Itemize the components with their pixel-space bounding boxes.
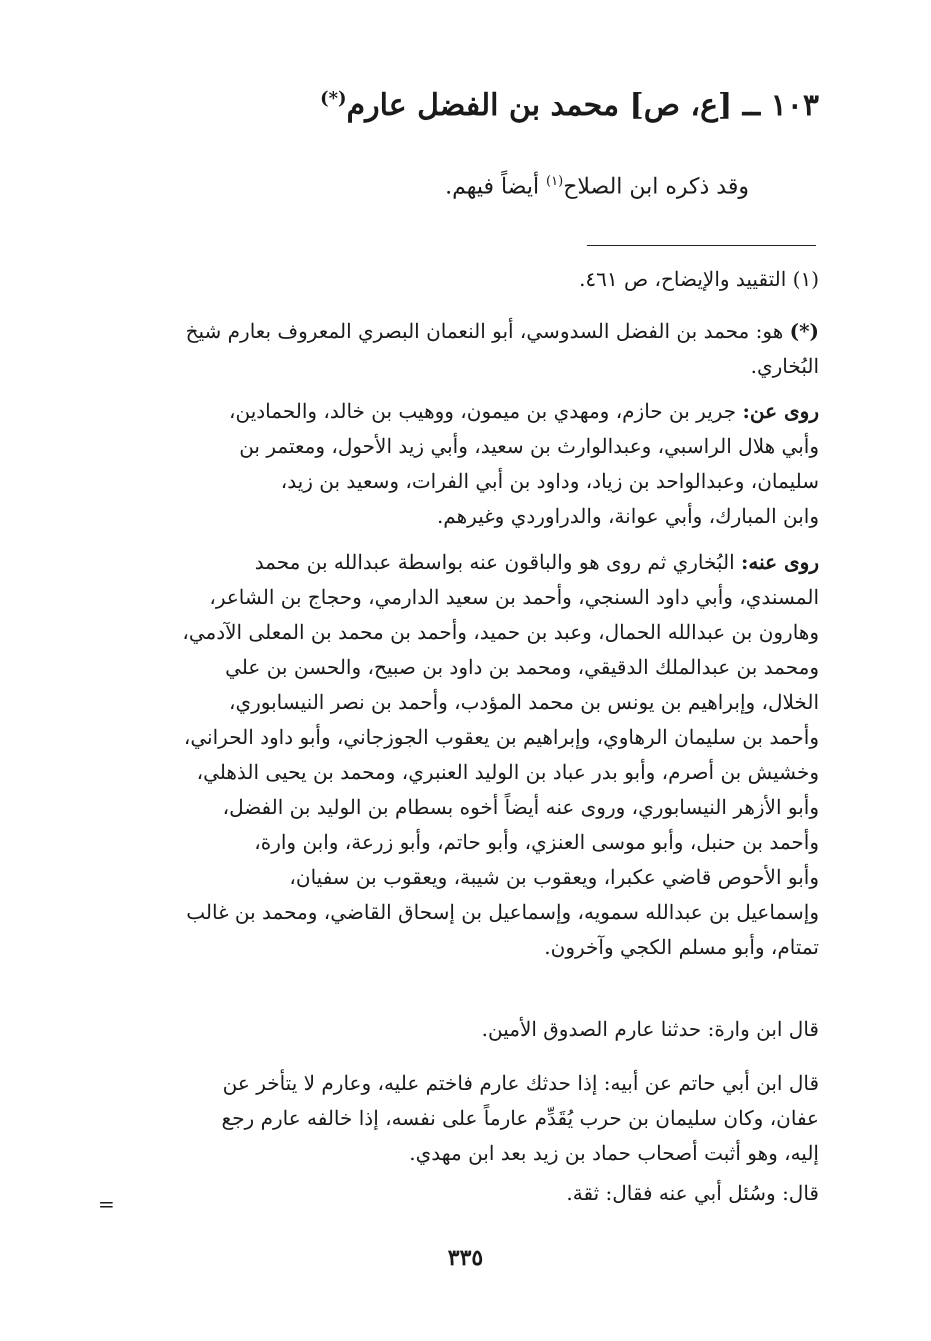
narrated-by-line: ومحمد بن عبدالملك الدقيقي، ومحمد بن داود بن صبيح، والحسن بن علي xyxy=(225,655,819,679)
narrated-from-label: روى عن: xyxy=(742,399,819,423)
narrated-by-line: تمتام، وأبو مسلم الكجي وآخرون. xyxy=(544,935,819,959)
footnote-ref-1: (١) xyxy=(546,174,564,189)
narrated-by-line: وأبو الأحوص قاضي عكبرا، ويعقوب بن شيبة، ويعقوب بن سفيان، xyxy=(289,865,819,889)
page-number: ٣٣٥ xyxy=(447,1245,484,1271)
narrated-by-line: وأحمد بن حنبل، وأبو موسى العنزي، وأبو حاتم، وأبو زرعة، وابن وارة، xyxy=(254,830,819,854)
narrated-by-line: وخشيش بن أصرم، وأبو بدر عباد بن الوليد العنبري، ومحمد بن يحيى الذهلي، xyxy=(196,760,819,784)
entry-heading xyxy=(320,88,819,123)
narrated-from-section xyxy=(122,394,819,534)
footnote-star-line: البُخاري. xyxy=(750,354,819,378)
narrated-by-line: وإسماعيل بن عبدالله سمويه، وإسماعيل بن إسحاق القاضي، ومحمد بن غالب xyxy=(186,900,819,924)
narrated-by-text: البُخاري ثم روى هو والباقون عنه بواسطة عبدالله بن محمد xyxy=(254,550,735,574)
narrated-from-line xyxy=(122,394,819,429)
footnote-star-text: هو: محمد بن الفضل السدوسي، أبو النعمان البصري المعروف بعارم شيخ xyxy=(185,319,784,343)
narrated-by-line: وأحمد بن سليمان الرهاوي، وإبراهيم بن يعقوب الجوزجاني، وأبو داود الحراني، xyxy=(183,725,819,749)
entry-title: ١٠٣ ــ [ع، ص] محمد بن الفضل عارم xyxy=(346,88,819,123)
quote-ibn-abi-hatim xyxy=(122,1066,819,1171)
quote-abu-hatim xyxy=(122,1176,819,1211)
footnote-1 xyxy=(122,262,819,297)
quote-ibn-wara-text: قال ابن وارة: حدثنا عارم الصدوق الأمين. xyxy=(481,1017,819,1041)
quote-abu-hatim-text: قال: وسُئل أبي عنه فقال: ثقة. xyxy=(566,1181,819,1205)
narrated-by-section xyxy=(122,545,819,965)
narrated-by-label: روى عنه: xyxy=(740,550,819,574)
narrated-by-line: المسندي، وأبي داود السنجي، وأحمد بن سعيد الدارمي، وحجاج بن الشاعر، xyxy=(209,585,819,609)
quote-ibn-abi-hatim-line: عفان، وكان سليمان بن حرب يُقَدِّم عارماً على نفسه، إذا خالفه عارم رجع xyxy=(221,1106,819,1130)
narrated-by-line: وأبو الأزهر النيسابوري، وروى عنه أيضاً أخوه بسطام بن الوليد بن الفضل، xyxy=(222,795,819,819)
quote-ibn-abi-hatim-line: إليه، وهو أثبت أصحاب حماد بن زيد بعد ابن مهدي. xyxy=(409,1141,819,1165)
intro-text-end: أيضاً فيهم. xyxy=(445,174,547,200)
narrated-from-line: سليمان، وعبدالواحد بن زياد، وداود بن أبي الفرات، وسعيد بن زيد، xyxy=(280,469,819,493)
narrated-from-line: وابن المبارك، وأبي عوانة، والدراوردي وغيرهم. xyxy=(436,504,819,528)
quote-ibn-wara xyxy=(122,1012,819,1047)
footnote-star-line xyxy=(122,314,819,349)
narrated-from-text: جرير بن حازم، ومهدي بن ميمون، ووهيب بن خالد، والحمادين، xyxy=(229,399,737,423)
narrated-by-line: وهارون بن عبدالله الحمال، وعبد بن حميد، وأحمد بن محمد بن المعلى الآدمي، xyxy=(182,620,819,644)
narrated-by-line: الخلال، وإبراهيم بن يونس بن محمد المؤدب، وأحمد بن نصر النيسابوري، xyxy=(229,690,819,714)
footnote-star-label: (*) xyxy=(789,319,819,343)
continuation-marker: = xyxy=(98,1192,115,1216)
footnote-mark-star: (*) xyxy=(320,88,347,109)
narrated-from-line: وأبي هلال الراسبي، وعبدالوارث بن سعيد، وأبي زيد الأحول، ومعتمر بن xyxy=(239,434,819,458)
footnote-star xyxy=(122,314,819,384)
footnote-separator xyxy=(587,245,816,246)
footnote-1-text: (١) التقييد والإيضاح، ص ٤٦١. xyxy=(579,267,819,291)
intro-text: وقد ذكره ابن الصلاح xyxy=(563,174,749,200)
narrated-by-line xyxy=(122,545,819,580)
intro-sentence xyxy=(445,174,749,199)
quote-ibn-abi-hatim-line: قال ابن أبي حاتم عن أبيه: إذا حدثك عارم فاختم عليه، وعارم لا يتأخر عن xyxy=(222,1071,819,1095)
